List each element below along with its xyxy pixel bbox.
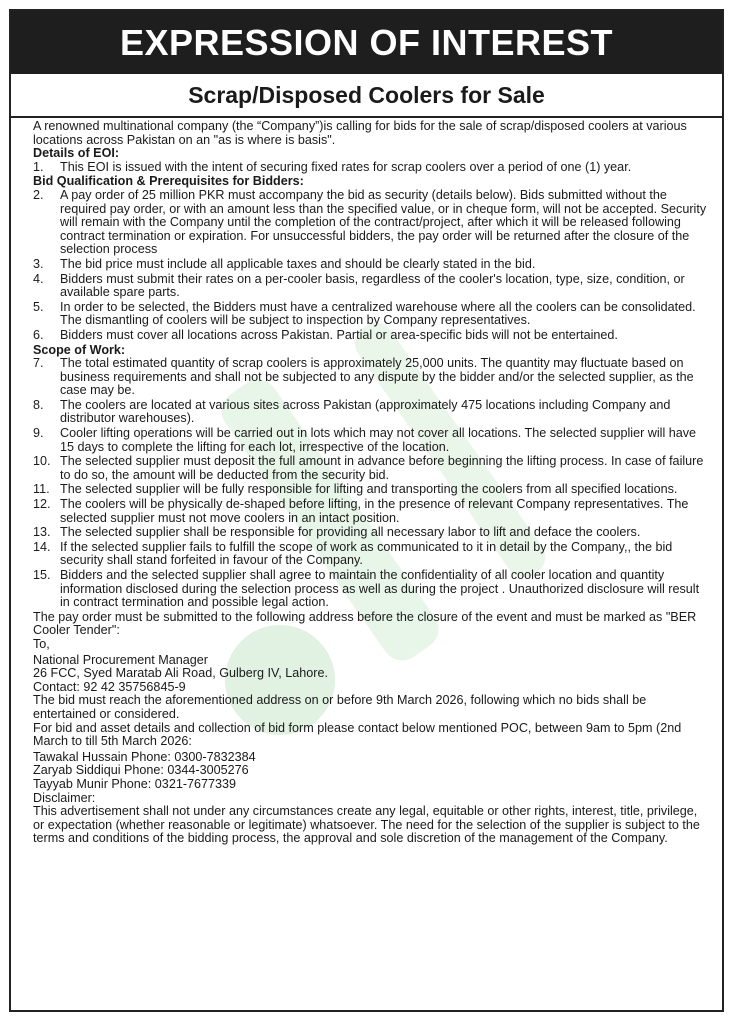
list-item bbox=[33, 526, 709, 540]
address-to: To, bbox=[33, 636, 50, 651]
ad-subtitle: Scrap/Disposed Coolers for Sale bbox=[11, 74, 722, 118]
deadline-text: The bid must reach the aforementioned address on or before 9th March 2026, following which no bids shall be entertained or considered. bbox=[33, 693, 647, 721]
poc-intro: For bid and asset details and collection of bid form please contact below mentioned POC, between 9am to 5pm (2nd March to till 5th March 2026: bbox=[33, 720, 682, 749]
list-item bbox=[33, 258, 709, 272]
item-number: 2. bbox=[33, 187, 44, 202]
item-text: Cooler lifting operations will be carried out in lots which may not cover all locations. The selected supplier will have 15 days to complete the lifting for each lot, irrespective of the location. bbox=[60, 426, 697, 454]
item-number: 6. bbox=[33, 327, 44, 342]
list-item bbox=[33, 569, 709, 610]
item-text: A pay order of 25 million PKR must accompany the bid as security (details below). Bids submitted without the required pay order, or with an amount less than the specified value, or in cheque form, will not be accepted. Security will remain with the Company until the completion of the contract/project, after which it will be released following contract termination or expiration. For unsuccessful bidders, the pay order will be returned after the closure of the selection process bbox=[60, 187, 707, 257]
scope-heading: Scope of Work: bbox=[33, 342, 126, 357]
item-text: The selected supplier must deposit the full amount in advance before beginning the lifting process. In case of failure to do so, the amount will be deducted from the security bid. bbox=[60, 454, 704, 482]
item-number: 9. bbox=[33, 426, 44, 441]
list-item bbox=[33, 427, 709, 454]
list-item bbox=[33, 301, 709, 328]
item-number: 5. bbox=[33, 299, 44, 314]
item-number: 4. bbox=[33, 271, 44, 286]
item-text: The coolers are located at various sites across Pakistan (approximately 475 locations including Company and distributor warehouses). bbox=[60, 397, 671, 426]
payorder-note: The pay order must be submitted to the following address before the closure of the event and must be marked as "BER Cooler Tender": bbox=[33, 609, 697, 638]
list-item bbox=[33, 273, 709, 300]
item-number: 13. bbox=[33, 525, 51, 540]
disclaimer-heading: Disclaimer: bbox=[33, 790, 96, 805]
item-text: The selected supplier shall be responsible for providing all necessary labor to lift and deface the coolers. bbox=[60, 525, 641, 540]
item-number: 3. bbox=[33, 256, 44, 271]
item-text: Bidders must submit their rates on a per-cooler basis, regardless of the cooler's location, type, size, condition, or available spare parts. bbox=[60, 271, 685, 300]
item-number: 1. bbox=[33, 159, 44, 174]
list-item bbox=[33, 399, 709, 426]
list-item bbox=[33, 161, 709, 175]
item-number: 8. bbox=[33, 397, 44, 412]
ad-body bbox=[33, 120, 709, 846]
item-number: 15. bbox=[33, 568, 51, 582]
intro-text: A renowned multinational company (the “Company”)is calling for bids for the sale of scrap/disposed coolers at various locations across Pakistan on an "as is where is basis". bbox=[33, 119, 687, 147]
list-item bbox=[33, 189, 709, 257]
item-text: In order to be selected, the Bidders must have a centralized warehouse where all the coolers can be consolidated. The dismantling of coolers will be subject to inspection by Company representatives. bbox=[60, 299, 696, 328]
list-item bbox=[33, 541, 709, 568]
contact-line: Tawakal Hussain Phone: 0300-7832384 bbox=[33, 749, 256, 764]
address-name: National Procurement Manager bbox=[33, 652, 209, 667]
address-contact: Contact: 92 42 35756845-9 bbox=[33, 679, 186, 694]
disclaimer-text: This advertisement shall not under any circumstances create any legal, equitable or other rights, interest, title, privilege, or expectation (whether reasonable or legitimate) whatsoever. The need for the selection of the supplier is subject to the terms and conditions of the bidding process, the approval and sole discretion of the management of the Company. bbox=[33, 804, 700, 846]
item-number: 10. bbox=[33, 454, 51, 469]
item-text: Bidders and the selected supplier shall agree to maintain the confidentiality of all cooler location and quantity information disclosed during the selection process as well as during the project . Unauthorized disclosure will result in contract termination and possible legal action. bbox=[60, 568, 700, 610]
item-text: If the selected supplier fails to fulfill the scope of work as communicated to it in detail by the Company,, the bid security shall stand forfeited in favour of the Company. bbox=[60, 539, 673, 568]
item-text: The coolers will be physically de-shaped before lifting, in the presence of relevant Company representatives. The selected supplier must not move coolers in an intact position. bbox=[60, 497, 689, 525]
item-text: The selected supplier will be fully responsible for lifting and transporting the coolers from all specified locations. bbox=[60, 482, 678, 497]
item-number: 11. bbox=[33, 482, 50, 497]
details-heading: Details of EOI: bbox=[33, 146, 120, 161]
list-item bbox=[33, 455, 709, 482]
item-text: The total estimated quantity of scrap coolers is approximately 25,000 units. The quantity may fluctuate based on business requirements and shall not be subjected to any dispute by the bidder and/or the selected supplier, as the case may be. bbox=[60, 356, 694, 398]
item-number: 12. bbox=[33, 497, 51, 512]
contact-line: Zaryab Siddiqui Phone: 0344-3005276 bbox=[33, 763, 249, 778]
list-item bbox=[33, 357, 709, 398]
address-street: 26 FCC, Syed Maratab Ali Road, Gulberg IV, Lahore. bbox=[33, 666, 328, 681]
item-number: 7. bbox=[33, 356, 44, 371]
list-item bbox=[33, 498, 709, 525]
item-text: Bidders must cover all locations across Pakistan. Partial or area-specific bids will not be entertained. bbox=[60, 327, 618, 342]
bid-heading: Bid Qualification & Prerequisites for Bidders: bbox=[33, 174, 304, 189]
list-item bbox=[33, 329, 709, 343]
item-text: This EOI is issued with the intent of securing fixed rates for scrap coolers over a period of one (1) year. bbox=[60, 159, 632, 174]
item-number: 14. bbox=[33, 539, 51, 554]
list-item bbox=[33, 483, 709, 497]
item-text: The bid price must include all applicable taxes and should be clearly stated in the bid. bbox=[60, 256, 536, 271]
page-title: EXPRESSION OF INTEREST bbox=[11, 11, 722, 74]
contact-line: Tayyab Munir Phone: 0321-7677339 bbox=[33, 776, 237, 791]
